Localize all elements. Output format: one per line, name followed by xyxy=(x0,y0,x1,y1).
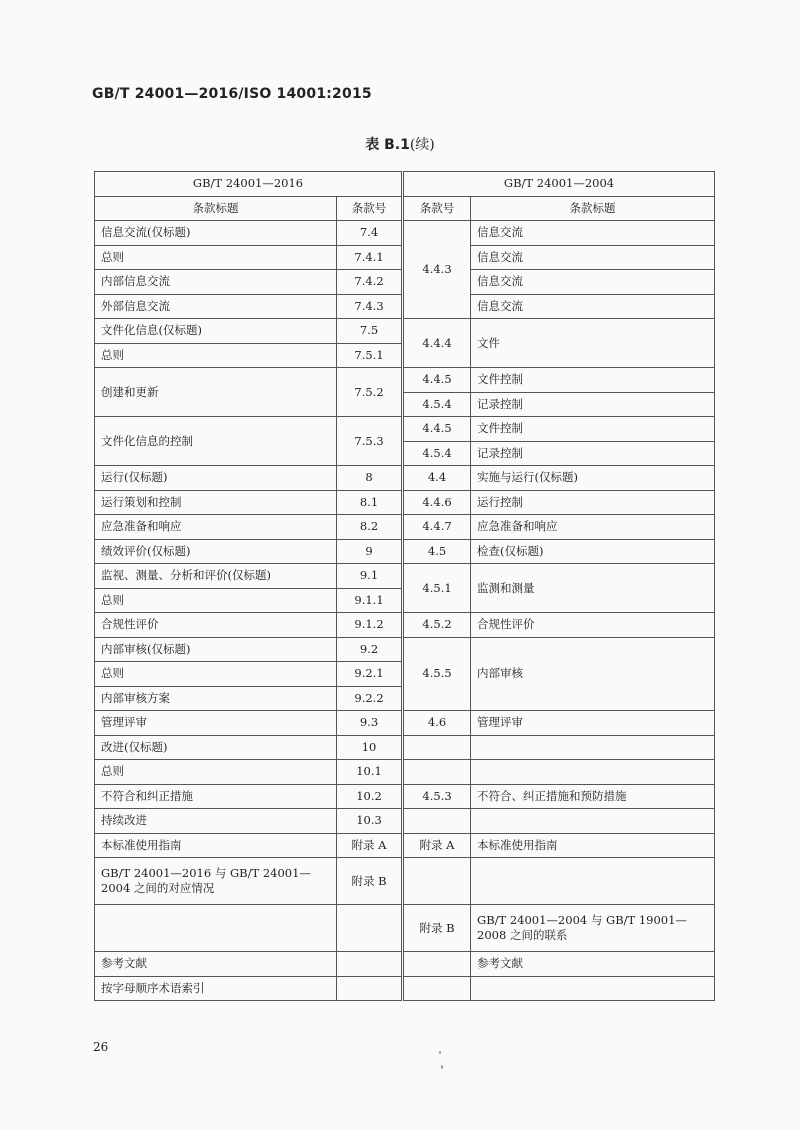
table-caption xyxy=(0,134,800,154)
table-caption-label: 表 B.1 xyxy=(365,137,410,153)
table-row xyxy=(95,613,715,638)
cell-title-2016: 总则 xyxy=(95,343,337,368)
cell-title-2004: 监测和测量 xyxy=(471,564,715,613)
cell-title-2016 xyxy=(95,905,337,952)
cell-number-2004: 4.6 xyxy=(403,711,471,736)
cell-title-2016: 内部审核(仅标题) xyxy=(95,637,337,662)
cell-number-2004: 4.5.4 xyxy=(403,441,471,466)
standard-header: GB/T 24001—2016/ISO 14001:2015 xyxy=(92,86,372,102)
cell-title-2016: 外部信息交流 xyxy=(95,294,337,319)
cell-number-2004 xyxy=(403,735,471,760)
cell-title-2004: 不符合、纠正措施和预防措施 xyxy=(471,784,715,809)
table-row xyxy=(95,637,715,662)
cell-title-2016: 按字母顺序术语索引 xyxy=(95,976,337,1001)
cell-number-2016: 10.1 xyxy=(337,760,403,785)
cell-title-2016: 文件化信息的控制 xyxy=(95,417,337,466)
table-row xyxy=(95,221,715,246)
cell-number-2016: 10 xyxy=(337,735,403,760)
cell-title-2016: 不符合和纠正措施 xyxy=(95,784,337,809)
cell-title-2004: 文件 xyxy=(471,319,715,368)
page-number: 26 xyxy=(93,1040,109,1054)
cell-number-2016: 7.4.1 xyxy=(337,245,403,270)
cell-title-2016: 总则 xyxy=(95,588,337,613)
cell-title-2004 xyxy=(471,858,715,905)
table-row xyxy=(95,735,715,760)
cell-title-2004: 记录控制 xyxy=(471,392,715,417)
cell-number-2016: 9.1 xyxy=(337,564,403,589)
cell-number-2016: 9.2.2 xyxy=(337,686,403,711)
cell-title-2004 xyxy=(471,976,715,1001)
cell-number-2016: 7.5.1 xyxy=(337,343,403,368)
group-header-2004: GB/T 24001—2004 xyxy=(403,172,715,197)
table-column-header xyxy=(95,196,715,221)
cell-title-2016: 参考文献 xyxy=(95,952,337,977)
cell-number-2016 xyxy=(337,976,403,1001)
cell-title-2016: 本标准使用指南 xyxy=(95,833,337,858)
cell-number-2016: 7.4.3 xyxy=(337,294,403,319)
cell-title-2016: 总则 xyxy=(95,245,337,270)
table-row xyxy=(95,490,715,515)
cell-number-2016 xyxy=(337,905,403,952)
group-header-2016: GB/T 24001—2016 xyxy=(95,172,403,197)
cell-title-2016: 内部审核方案 xyxy=(95,686,337,711)
cell-title-2016: 运行策划和控制 xyxy=(95,490,337,515)
cell-number-2016: 附录 A xyxy=(337,833,403,858)
cell-title-2004 xyxy=(471,809,715,834)
table-group-header xyxy=(95,172,715,197)
col-number-2016: 条款号 xyxy=(337,196,403,221)
table-row xyxy=(95,466,715,491)
cell-title-2004: 信息交流 xyxy=(471,270,715,295)
cell-title-2004: GB/T 24001—2004 与 GB/T 19001—2008 之间的联系 xyxy=(471,905,715,952)
cell-title-2004: 信息交流 xyxy=(471,221,715,246)
cell-number-2016: 7.4 xyxy=(337,221,403,246)
table-row xyxy=(95,784,715,809)
cell-number-2004 xyxy=(403,858,471,905)
cell-number-2004: 4.4.7 xyxy=(403,515,471,540)
correspondence-table xyxy=(94,171,715,1001)
cell-title-2004: 参考文献 xyxy=(471,952,715,977)
cell-title-2016: 监视、测量、分析和评价(仅标题) xyxy=(95,564,337,589)
col-title-2004: 条款标题 xyxy=(471,196,715,221)
cell-title-2004: 本标准使用指南 xyxy=(471,833,715,858)
cell-title-2016: 信息交流(仅标题) xyxy=(95,221,337,246)
cell-number-2004: 4.4 xyxy=(403,466,471,491)
table-row xyxy=(95,858,715,905)
table-row xyxy=(95,368,715,393)
cell-title-2016: 应急准备和响应 xyxy=(95,515,337,540)
cell-number-2016: 10.3 xyxy=(337,809,403,834)
cell-number-2004 xyxy=(403,809,471,834)
cell-number-2016: 9.2 xyxy=(337,637,403,662)
cell-title-2016: 总则 xyxy=(95,662,337,687)
table-row xyxy=(95,539,715,564)
table-row xyxy=(95,515,715,540)
cell-number-2016: 8 xyxy=(337,466,403,491)
cell-number-2016: 10.2 xyxy=(337,784,403,809)
cell-number-2016: 7.5.2 xyxy=(337,368,403,417)
table-row xyxy=(95,809,715,834)
cell-title-2004: 文件控制 xyxy=(471,368,715,393)
cell-title-2016: 运行(仅标题) xyxy=(95,466,337,491)
cell-title-2016: 内部信息交流 xyxy=(95,270,337,295)
cell-number-2016: 7.5.3 xyxy=(337,417,403,466)
cell-number-2004: 4.5.1 xyxy=(403,564,471,613)
cell-number-2004: 4.4.3 xyxy=(403,221,471,319)
cell-number-2004: 附录 A xyxy=(403,833,471,858)
cell-number-2016: 7.5 xyxy=(337,319,403,344)
cell-title-2016: 合规性评价 xyxy=(95,613,337,638)
cell-title-2016: GB/T 24001—2016 与 GB/T 24001—2004 之间的对应情况 xyxy=(95,858,337,905)
cell-number-2004: 4.5.4 xyxy=(403,392,471,417)
cell-title-2016: 持续改进 xyxy=(95,809,337,834)
cell-title-2004: 运行控制 xyxy=(471,490,715,515)
cell-number-2016 xyxy=(337,952,403,977)
cell-number-2004: 4.4.4 xyxy=(403,319,471,368)
scan-speck xyxy=(441,1065,443,1069)
cell-title-2004: 管理评审 xyxy=(471,711,715,736)
cell-number-2016: 9 xyxy=(337,539,403,564)
cell-title-2004: 应急准备和响应 xyxy=(471,515,715,540)
col-number-2004: 条款号 xyxy=(403,196,471,221)
table-row xyxy=(95,564,715,589)
table-row xyxy=(95,417,715,442)
cell-number-2004: 4.4.5 xyxy=(403,417,471,442)
cell-number-2004: 4.5.5 xyxy=(403,637,471,711)
cell-title-2016: 改进(仅标题) xyxy=(95,735,337,760)
scan-speck xyxy=(439,1051,441,1054)
col-title-2016: 条款标题 xyxy=(95,196,337,221)
cell-title-2004: 检查(仅标题) xyxy=(471,539,715,564)
table-row xyxy=(95,976,715,1001)
cell-number-2016: 8.2 xyxy=(337,515,403,540)
cell-number-2016: 9.1.1 xyxy=(337,588,403,613)
table-caption-suffix: (续) xyxy=(409,137,435,153)
cell-number-2004: 4.4.6 xyxy=(403,490,471,515)
cell-title-2016: 文件化信息(仅标题) xyxy=(95,319,337,344)
cell-number-2004 xyxy=(403,976,471,1001)
cell-title-2016: 绩效评价(仅标题) xyxy=(95,539,337,564)
cell-number-2004: 附录 B xyxy=(403,905,471,952)
table-row xyxy=(95,711,715,736)
cell-title-2004: 合规性评价 xyxy=(471,613,715,638)
cell-title-2016: 管理评审 xyxy=(95,711,337,736)
cell-number-2016: 8.1 xyxy=(337,490,403,515)
cell-number-2004: 4.5.3 xyxy=(403,784,471,809)
cell-number-2016: 附录 B xyxy=(337,858,403,905)
table-row xyxy=(95,833,715,858)
cell-number-2016: 9.2.1 xyxy=(337,662,403,687)
cell-title-2004: 记录控制 xyxy=(471,441,715,466)
cell-number-2004: 4.5 xyxy=(403,539,471,564)
table-row xyxy=(95,952,715,977)
cell-title-2016: 总则 xyxy=(95,760,337,785)
cell-title-2004: 实施与运行(仅标题) xyxy=(471,466,715,491)
cell-title-2016: 创建和更新 xyxy=(95,368,337,417)
cell-title-2004: 信息交流 xyxy=(471,245,715,270)
cell-number-2004: 4.4.5 xyxy=(403,368,471,393)
table-row xyxy=(95,319,715,344)
cell-number-2004 xyxy=(403,760,471,785)
cell-number-2016: 9.1.2 xyxy=(337,613,403,638)
cell-number-2004: 4.5.2 xyxy=(403,613,471,638)
table-row xyxy=(95,760,715,785)
cell-title-2004 xyxy=(471,735,715,760)
table-row xyxy=(95,905,715,952)
cell-number-2016: 9.3 xyxy=(337,711,403,736)
cell-title-2004: 信息交流 xyxy=(471,294,715,319)
cell-title-2004: 内部审核 xyxy=(471,637,715,711)
cell-number-2016: 7.4.2 xyxy=(337,270,403,295)
cell-number-2004 xyxy=(403,952,471,977)
cell-title-2004: 文件控制 xyxy=(471,417,715,442)
cell-title-2004 xyxy=(471,760,715,785)
